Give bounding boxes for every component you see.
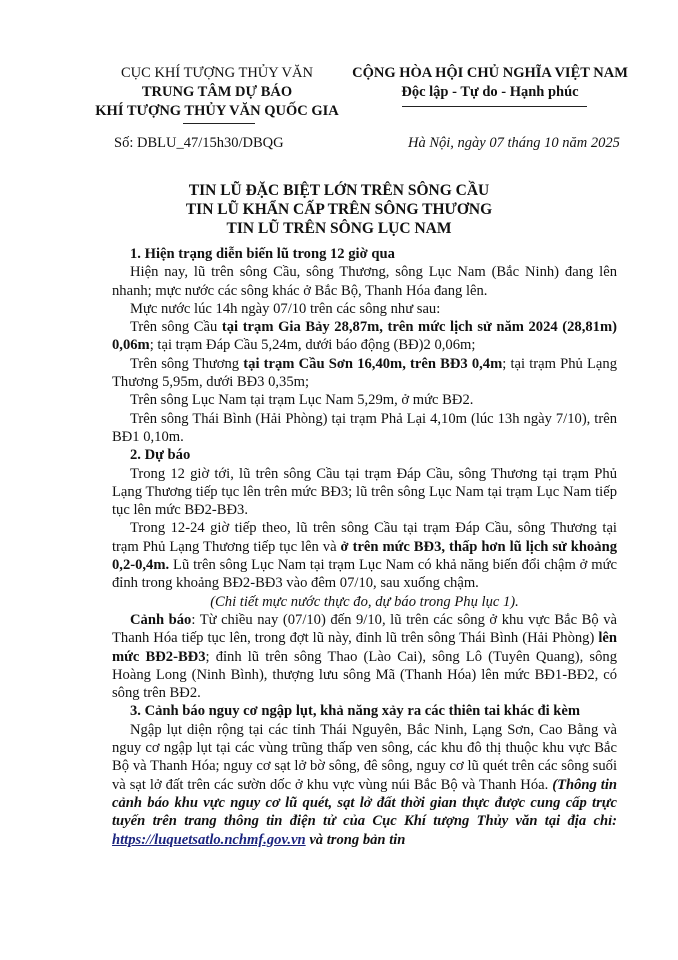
- nation-name: CỘNG HÒA HỘI CHỦ NGHĨA VIỆT NAM: [352, 65, 628, 81]
- s1-paragraph-cau: [112, 318, 617, 355]
- landslide-info-link[interactable]: https://luquetsatlo.nchmf.gov.vn: [112, 831, 306, 848]
- s2-paragraph-1: Trong 12 giờ tới, lũ trên sông Cầu tại trạm Đáp Cầu, sông Thương tại trạm Phủ Lạng Thương tiếp tục lên trên mức BĐ3; lũ trên sông Lục Nam tại trạm Lục Nam tiếp tục lên mức BĐ2-BĐ3.: [112, 465, 617, 519]
- s2-paragraph-2: [112, 519, 617, 592]
- national-motto: Độc lập - Tự do - Hạnh phúc: [401, 84, 579, 100]
- agency-underline: [183, 123, 255, 124]
- text: ; tại trạm Phủ Lạng Thương 5,95m, dưới BĐ3 0,35m;: [112, 355, 617, 391]
- title-line-1: TIN LŨ ĐẶC BIỆT LỚN TRÊN SÔNG CẦU: [188, 182, 490, 199]
- text: Trên sông Thương: [130, 355, 244, 372]
- emphasis: (Thông tin cảnh báo khu vực nguy cơ lũ quét, sạt lở đất thời gian thực được cung cấp trực tuyến trên trang thông tin điện tử của Cục Khí tượng Thủy văn tại địa chỉ:: [112, 776, 618, 830]
- section-3-heading: 3. Cảnh báo nguy cơ ngập lụt, khả năng xảy ra các thiên tai khác đi kèm: [130, 703, 581, 720]
- s3-paragraph-1: [112, 721, 617, 849]
- motto-underline: [402, 106, 587, 107]
- agency-header: [92, 64, 342, 121]
- document-number: Số: DBLU_47/15h30/DBQG: [114, 135, 284, 151]
- title-line-2: TIN LŨ KHẨN CẤP TRÊN SÔNG THƯƠNG: [185, 201, 493, 218]
- s1-paragraph-thaibinh: Trên sông Thái Bình (Hải Phòng) tại trạm Phả Lại 4,10m (lúc 13h ngày 7/10), trên BĐ1 0,10m.: [112, 410, 617, 445]
- document-date: Hà Nội, ngày 07 tháng 10 năm 2025: [408, 135, 620, 151]
- agency-line-1: CỤC KHÍ TƯỢNG THỦY VĂN: [121, 65, 313, 81]
- emphasis: ở trên mức BĐ3, thấp hơn lũ lịch sử khoảng 0,2-0,4m.: [112, 538, 617, 574]
- appendix-note: (Chi tiết mực nước thực đo, dự báo trong Phụ lục 1).: [210, 593, 519, 610]
- s1-paragraph-thuong: [112, 355, 617, 392]
- document-body: [112, 245, 617, 849]
- text: ; đỉnh lũ trên sông Thao (Lào Cai), sông Lô (Tuyên Quang), sông Hoàng Long (Ninh Bình), thượng lưu sông Mã (Thanh Hóa) lên mức BĐ1-BĐ2, có sông trên BĐ2.: [112, 648, 617, 702]
- section-2-heading: 2. Dự báo: [130, 447, 191, 464]
- text: Trên sông Cầu: [130, 319, 222, 336]
- agency-line-2: TRUNG TÂM DỰ BÁO: [141, 84, 293, 100]
- emphasis: tại trạm Gia Bảy 28,87m, trên mức lịch sử năm 2024 (28,81m) 0,06m: [112, 319, 617, 354]
- emphasis: và trong bản tin: [305, 831, 406, 848]
- text: ; tại trạm Đáp Cầu 5,24m, dưới báo động (BĐ)2 0,06m;: [149, 337, 476, 354]
- text: : Từ chiều nay (07/10) đến 9/10, lũ trên các sông ở khu vực Bắc Bộ và Thanh Hóa tiếp tục lên, trong đợt lũ này, đỉnh lũ trên sông Thái Bình (Hải Phòng): [112, 611, 617, 647]
- text: Lũ trên sông Lục Nam tại trạm Lục Nam có khả năng biến đổi chậm ở mức đỉnh trong khoảng BĐ2-BĐ3 vào đêm 07/10, sau xuống chậm.: [112, 557, 617, 592]
- warning-paragraph: [112, 611, 617, 702]
- s1-paragraph-2: Mực nước lúc 14h ngày 07/10 trên các sông như sau:: [130, 300, 441, 317]
- text: Trong 12-24 giờ tiếp theo, lũ trên sông Cầu tại trạm Đáp Cầu, sông Thương tại trạm Phủ Lạng Thương tiếp tục lên và: [112, 520, 617, 555]
- title-line-3: TIN LŨ TRÊN SÔNG LỤC NAM: [226, 220, 452, 237]
- s1-paragraph-1: Hiện nay, lũ trên sông Cầu, sông Thương, sông Lục Nam (Bắc Ninh) đang lên nhanh; mực nước các sông khác ở Bắc Bộ, Thanh Hóa đang lên.: [112, 264, 617, 299]
- nation-header: [335, 64, 645, 102]
- agency-line-3: KHÍ TƯỢNG THỦY VĂN QUỐC GIA: [95, 103, 339, 119]
- warning-label: Cảnh báo: [130, 611, 192, 628]
- text: Ngập lụt diện rộng tại các tỉnh Thái Nguyên, Bắc Ninh, Lạng Sơn, Cao Bằng và nguy cơ ngập lụt tại các vùng trũng thấp ven sông, các khu đô thị thuộc khu vực Bắc Bộ và Thanh Hóa; nguy cơ sạt lở bờ sông, đê sông, nguy cơ lũ quét trên các sông suối và sạt lở đất trên các sườn dốc ở khu vực vùng núi Bắc Bộ và Thanh Hóa.: [112, 721, 617, 793]
- emphasis: tại trạm Cầu Sơn 16,40m, trên BĐ3 0,4m: [243, 355, 503, 372]
- s1-paragraph-lucnam: Trên sông Lục Nam tại trạm Lục Nam 5,29m, ở mức BĐ2.: [130, 392, 474, 409]
- emphasis: lên mức BĐ2-BĐ3: [112, 630, 617, 665]
- section-1-heading: 1. Hiện trạng diễn biến lũ trong 12 giờ qua: [130, 246, 395, 262]
